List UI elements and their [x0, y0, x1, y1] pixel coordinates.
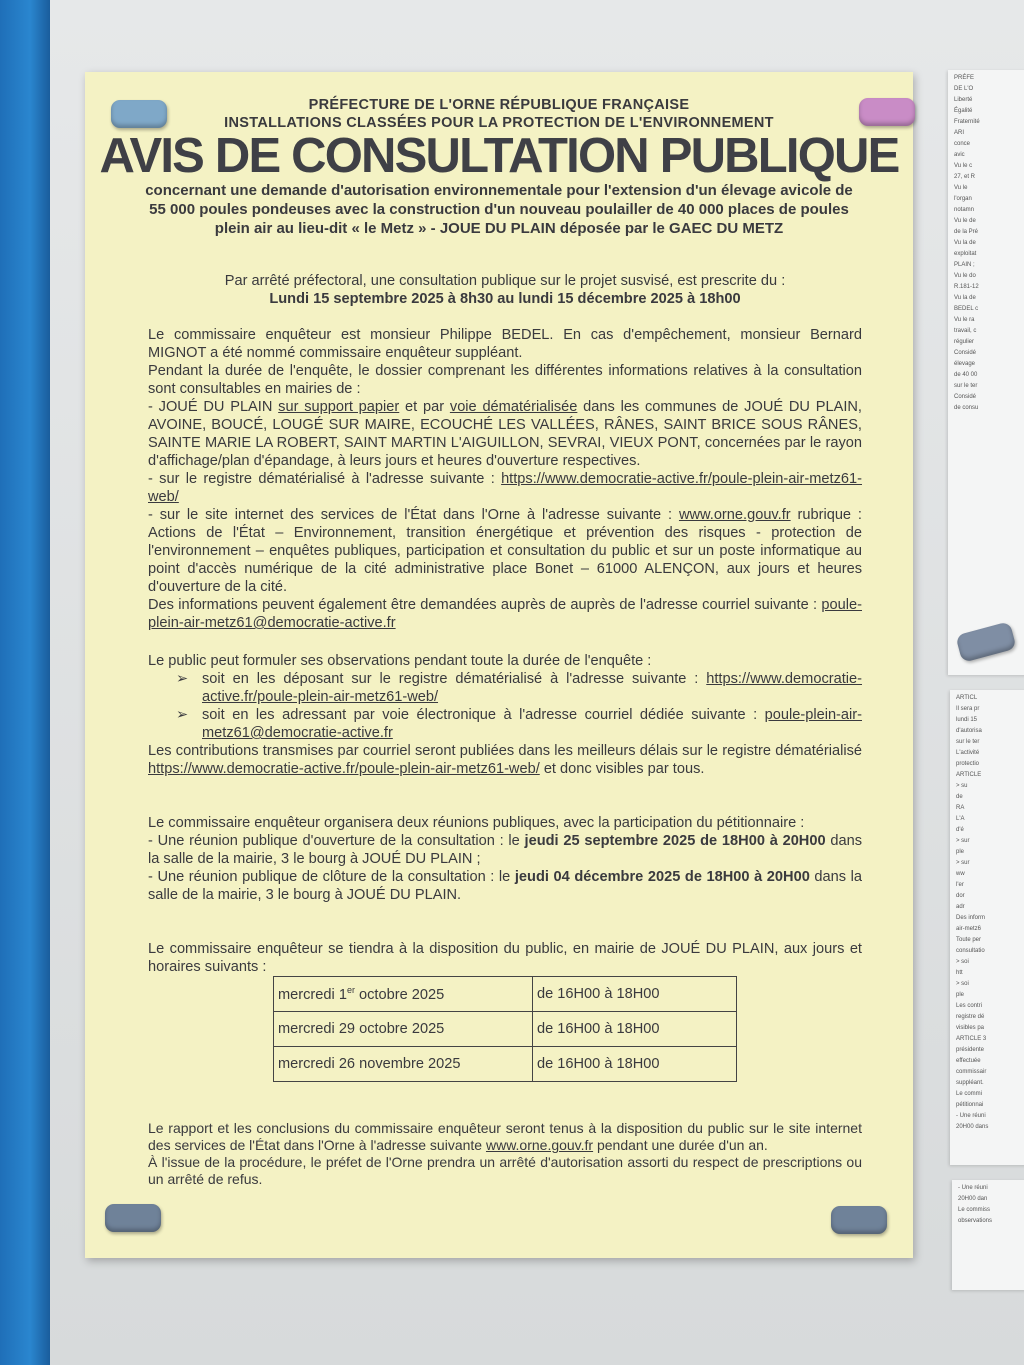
magnet-top-left	[111, 100, 167, 128]
side-doc-top-line: Vu la de	[954, 240, 976, 246]
side-doc-mid-line: d'é	[956, 827, 964, 833]
magnet-bottom-right	[831, 1206, 887, 1234]
side-doc-mid-line: registre dé	[956, 1014, 985, 1020]
subtitle: concernant une demande d'autorisation environnementale pour l'extension d'un élevage avicole de 55 000 poules pondeuses avec la construction d'un nouveau poulailler de 40 000 places de poules plein air au lieu-dit « le Metz » - JOUE DU PLAIN déposée par le GAEC DU METZ	[145, 182, 853, 237]
side-document-middle	[950, 690, 1024, 1165]
side-doc-mid-line: > su	[956, 783, 968, 789]
side-doc-mid-line: d'autorisa	[956, 728, 982, 734]
consultation-dates: Lundi 15 septembre 2025 à 8h30 au lundi 15 décembre 2025 à 18h00	[269, 291, 741, 307]
side-doc-mid-line: RA	[956, 805, 965, 811]
header-prefecture: PRÉFECTURE DE L'ORNE RÉPUBLIQUE FRANÇAISE	[308, 97, 690, 113]
side-document-top	[948, 70, 1024, 675]
header-installations: INSTALLATIONS CLASSÉES POUR LA PROTECTION DE L'ENVIRONNEMENT	[224, 115, 774, 131]
duree-intro: Pendant la durée de l'enquête, le dossier comprenant les différentes informations relatives à la consultation sont consultables en mairies de :	[148, 363, 862, 397]
info-email-link[interactable]: poule-plein-air-metz61@democratie-active.fr	[148, 597, 862, 631]
side-doc-top-line: élevage	[954, 361, 976, 367]
side-doc-top-line: de consu	[954, 405, 979, 411]
side-doc-mid-line: - Une réuni	[956, 1113, 986, 1119]
side-doc-top-line: Liberté	[954, 97, 973, 103]
side-doc-top-line: Égalité	[954, 108, 973, 114]
side-doc-mid-line: lundi 15	[956, 717, 978, 723]
side-doc-mid-line: L'A	[956, 816, 965, 822]
side-doc-top-line: Fraternité	[954, 119, 980, 125]
side-doc-mid-line: de	[956, 794, 963, 800]
arrow-bullet-icon: ➢	[176, 707, 189, 723]
issue-text: À l'issue de la procédure, le préfet de l'Orne prendra un arrêté d'autorisation assorti du respect de prescriptions ou un arrêté de refus.	[148, 1154, 862, 1187]
side-doc-mid-line: Les contri	[956, 1003, 983, 1009]
side-doc-top-line: PLAIN ;	[954, 262, 975, 268]
arrow-bullet-icon: ➢	[176, 671, 189, 687]
side-doc-top-line: Vu le	[954, 185, 968, 191]
side-doc-bot-line: observations	[958, 1218, 993, 1224]
magnet-bottom-left	[105, 1204, 161, 1232]
side-doc-mid-line: air-metz6	[956, 926, 982, 932]
side-doc-top-line: de 40 00	[954, 372, 978, 378]
side-doc-mid-line: adr	[956, 904, 965, 910]
site-item: - sur le site internet des services de l'État dans l'Orne à l'adresse suivante : www.orne.gouv.fr rubrique : Actions de l'État – Environnement, transition énergétique et prévention des risques - protection de l'environnement – enquêtes publiques, participation et consultation du public et sur un poste informatique au point d'accès numérique de la cité administrative place Bonet – 61000 ALENÇON, aux jours et heures d'ouverture de la cité.	[148, 507, 862, 595]
side-doc-top-line: Considé	[954, 394, 977, 400]
public-notice-poster	[85, 72, 913, 1258]
intro-text: Par arrêté préfectoral, une consultation publique sur le projet susvisé, est prescrite du :	[224, 273, 786, 289]
side-doc-mid-line: suppléant.	[956, 1080, 984, 1086]
disposition-intro: Le commissaire enquêteur se tiendra à la disposition du public, en mairie de JOUÉ DU PLAIN, aux jours et horaires suivants :	[148, 941, 862, 975]
side-doc-mid-line: l'er	[956, 882, 964, 888]
side-doc-mid-line: effectuée	[956, 1058, 981, 1064]
side-doc-mid-line: > sur	[956, 860, 970, 866]
side-doc-mid-line: 20H00 dans	[956, 1124, 989, 1130]
side-doc-bot-line: - Une réuni	[958, 1185, 988, 1191]
side-doc-mid-line: ple	[956, 849, 965, 855]
side-doc-top-line: Vu le ra	[954, 317, 975, 323]
contrib-link[interactable]: https://www.democratie-active.fr/poule-plein-air-metz61-web/	[148, 761, 540, 777]
side-doc-mid-line: Le commi	[956, 1091, 983, 1097]
orne-gouv-link[interactable]: www.orne.gouv.fr	[678, 507, 791, 523]
side-doc-top-line: Vu la de	[954, 295, 976, 301]
side-doc-mid-line: sur le ter	[956, 739, 980, 745]
commissaire-text: Le commissaire enquêteur est monsieur Philippe BEDEL. En cas d'empêchement, monsieur Bernard MIGNOT a été nommé commissaire enquêteur suppléant.	[148, 327, 862, 361]
table-row	[274, 1012, 737, 1047]
side-doc-mid-line: Des inform	[956, 915, 986, 921]
side-doc-mid-line: Toute per	[956, 937, 982, 943]
side-doc-top-line: conce	[954, 141, 971, 147]
reunion-cloture: - Une réunion publique de clôture de la consultation : le jeudi 04 décembre 2025 de 18H00 à 20H00 dans la salle de la mairie, 3 le bourg à JOUÉ DU PLAIN.	[148, 869, 862, 903]
side-doc-mid-line: > sur	[956, 838, 970, 844]
reunion-ouverture: - Une réunion publique d'ouverture de la consultation : le jeudi 25 septembre 2025 de 18H00 à 20H00 dans la salle de la mairie, 3 le bourg à JOUÉ DU PLAIN ;	[148, 833, 862, 867]
obs-email-link[interactable]: poule-plein-air-metz61@democratie-active.fr	[202, 707, 862, 741]
schedule-time: de 16H00 à 18H00	[533, 1012, 737, 1047]
side-doc-top-line: avic	[954, 152, 965, 158]
side-doc-top-line: Vu le do	[954, 273, 976, 279]
side-document-bottom	[952, 1180, 1024, 1290]
observations-intro: Le public peut formuler ses observations pendant toute la durée de l'enquête :	[148, 653, 652, 669]
registre-item: - sur le registre dématérialisé à l'adresse suivante : https://www.democratie-active.fr/poule-plein-air-metz61-web/	[148, 471, 862, 505]
info-item: Des informations peuvent également être demandées auprès de auprès de l'adresse courriel suivante : poule-plein-air-metz61@democratie-active.fr	[148, 597, 862, 631]
rapport-link[interactable]: www.orne.gouv.fr	[485, 1137, 594, 1153]
side-doc-top-line: 27, et R	[954, 174, 976, 180]
side-doc-top-line: BEDEL c	[954, 306, 979, 312]
contributions-text: Les contributions transmises par courriel seront publiées dans les meilleurs délais sur le registre dématérialisé https://www.democratie-active.fr/poule-plein-air-metz61-web/ et donc visibles par tous.	[148, 743, 862, 777]
permanences-table	[273, 976, 737, 1082]
side-doc-mid-line: Il sera pr	[956, 706, 980, 712]
obs-registre-link[interactable]: https://www.democratie-active.fr/poule-plein-air-metz61-web/	[202, 671, 862, 705]
side-doc-mid-line: commissair	[956, 1069, 987, 1075]
side-doc-top-line: travail, c	[954, 328, 977, 334]
side-doc-top-line: Considé	[954, 350, 977, 356]
schedule-day: mercredi 1er octobre 2025	[274, 977, 533, 1012]
reunions-intro: Le commissaire enquêteur organisera deux réunions publiques, avec la participation du pétitionnaire :	[148, 815, 805, 831]
side-doc-top-line: ARI	[954, 130, 965, 136]
side-doc-mid-line: > soi	[956, 959, 969, 965]
side-doc-mid-line: pétitionnai	[956, 1102, 984, 1108]
side-doc-mid-line: ARTICL	[956, 695, 978, 701]
observation-option-2: ➢ soit en les adressant par voie électronique à l'adresse courriel dédiée suivante : poule-plein-air-metz61@democratie-active.fr	[176, 707, 862, 741]
side-doc-top-line: sur le ter	[954, 383, 978, 389]
side-doc-mid-line: L'activité	[956, 750, 980, 756]
side-doc-mid-line: ARTICLE 3	[956, 1036, 987, 1042]
side-doc-mid-line: protectio	[956, 761, 980, 767]
mairies-list: - JOUÉ DU PLAIN sur support papier et par voie dématérialisée dans les communes de JOUÉ DU PLAIN, AVOINE, BOUCÉ, LOUGÉ SUR MAIRE, ECOUCHÉ LES VALLÉES, RÂNES, SAINT BRICE SOUS RÂNES, SAINTE MARIE LA ROBERT, SAINT MARTIN L'AIGUILLON, SEVRAI, VIEUX PONT, concernées par le rayon d'affichage/plan d'épandage, à leurs jours et heures d'ouverture respectives.	[148, 399, 862, 469]
rapport-text: Le rapport et les conclusions du commissaire enquêteur seront tenus à la disposition du public sur le site internet des services de l'État dans l'Orne à l'adresse suivante www.orne.gouv.fr pendant une durée d'un an.	[148, 1120, 862, 1153]
side-doc-top-line: Vu le de	[954, 218, 976, 224]
side-doc-top-line: notamn	[954, 207, 975, 213]
side-doc-bot-line: Le commiss	[958, 1207, 991, 1213]
schedule-time: de 16H00 à 18H00	[533, 1047, 737, 1082]
schedule-day: mercredi 29 octobre 2025	[274, 1012, 533, 1047]
schedule-time: de 16H00 à 18H00	[533, 977, 737, 1012]
table-row	[274, 977, 737, 1012]
side-doc-top-line: Vu le c	[954, 163, 973, 169]
page-title: AVIS DE CONSULTATION PUBLIQUE	[99, 129, 899, 183]
magnet-top-right	[859, 98, 915, 126]
side-doc-mid-line: dor	[956, 893, 965, 899]
side-doc-mid-line: > soi	[956, 981, 969, 987]
side-doc-mid-line: ple	[956, 992, 965, 998]
side-doc-top-line: PRÉFE	[954, 75, 975, 81]
side-doc-top-line: de la Pré	[954, 229, 979, 235]
side-doc-top-line: DE L'O	[954, 86, 974, 92]
side-doc-mid-line: consultatio	[956, 948, 985, 954]
side-doc-mid-line: htt	[956, 970, 963, 976]
side-doc-top-line: régulier	[954, 339, 975, 345]
side-doc-bot-line: 20H00 dan	[958, 1196, 988, 1202]
side-doc-top-line: l'organ	[954, 196, 972, 202]
table-row	[274, 1047, 737, 1082]
side-doc-mid-line: présidente	[956, 1047, 985, 1053]
side-doc-top-line: R.181-12	[954, 284, 979, 290]
side-doc-mid-line: ARTICLE	[956, 772, 982, 778]
registre-link[interactable]: https://www.democratie-active.fr/poule-plein-air-metz61-web/	[148, 471, 862, 505]
schedule-day: mercredi 26 novembre 2025	[274, 1047, 533, 1082]
side-doc-mid-line: ww	[956, 871, 965, 877]
side-doc-top-line: exploitat	[954, 251, 977, 257]
display-case-frame	[0, 0, 50, 1365]
observation-option-1: ➢ soit en les déposant sur le registre dématérialisé à l'adresse suivante : https://www.democratie-active.fr/poule-plein-air-metz61-web/	[176, 671, 862, 705]
side-doc-mid-line: visibles pa	[956, 1025, 985, 1031]
